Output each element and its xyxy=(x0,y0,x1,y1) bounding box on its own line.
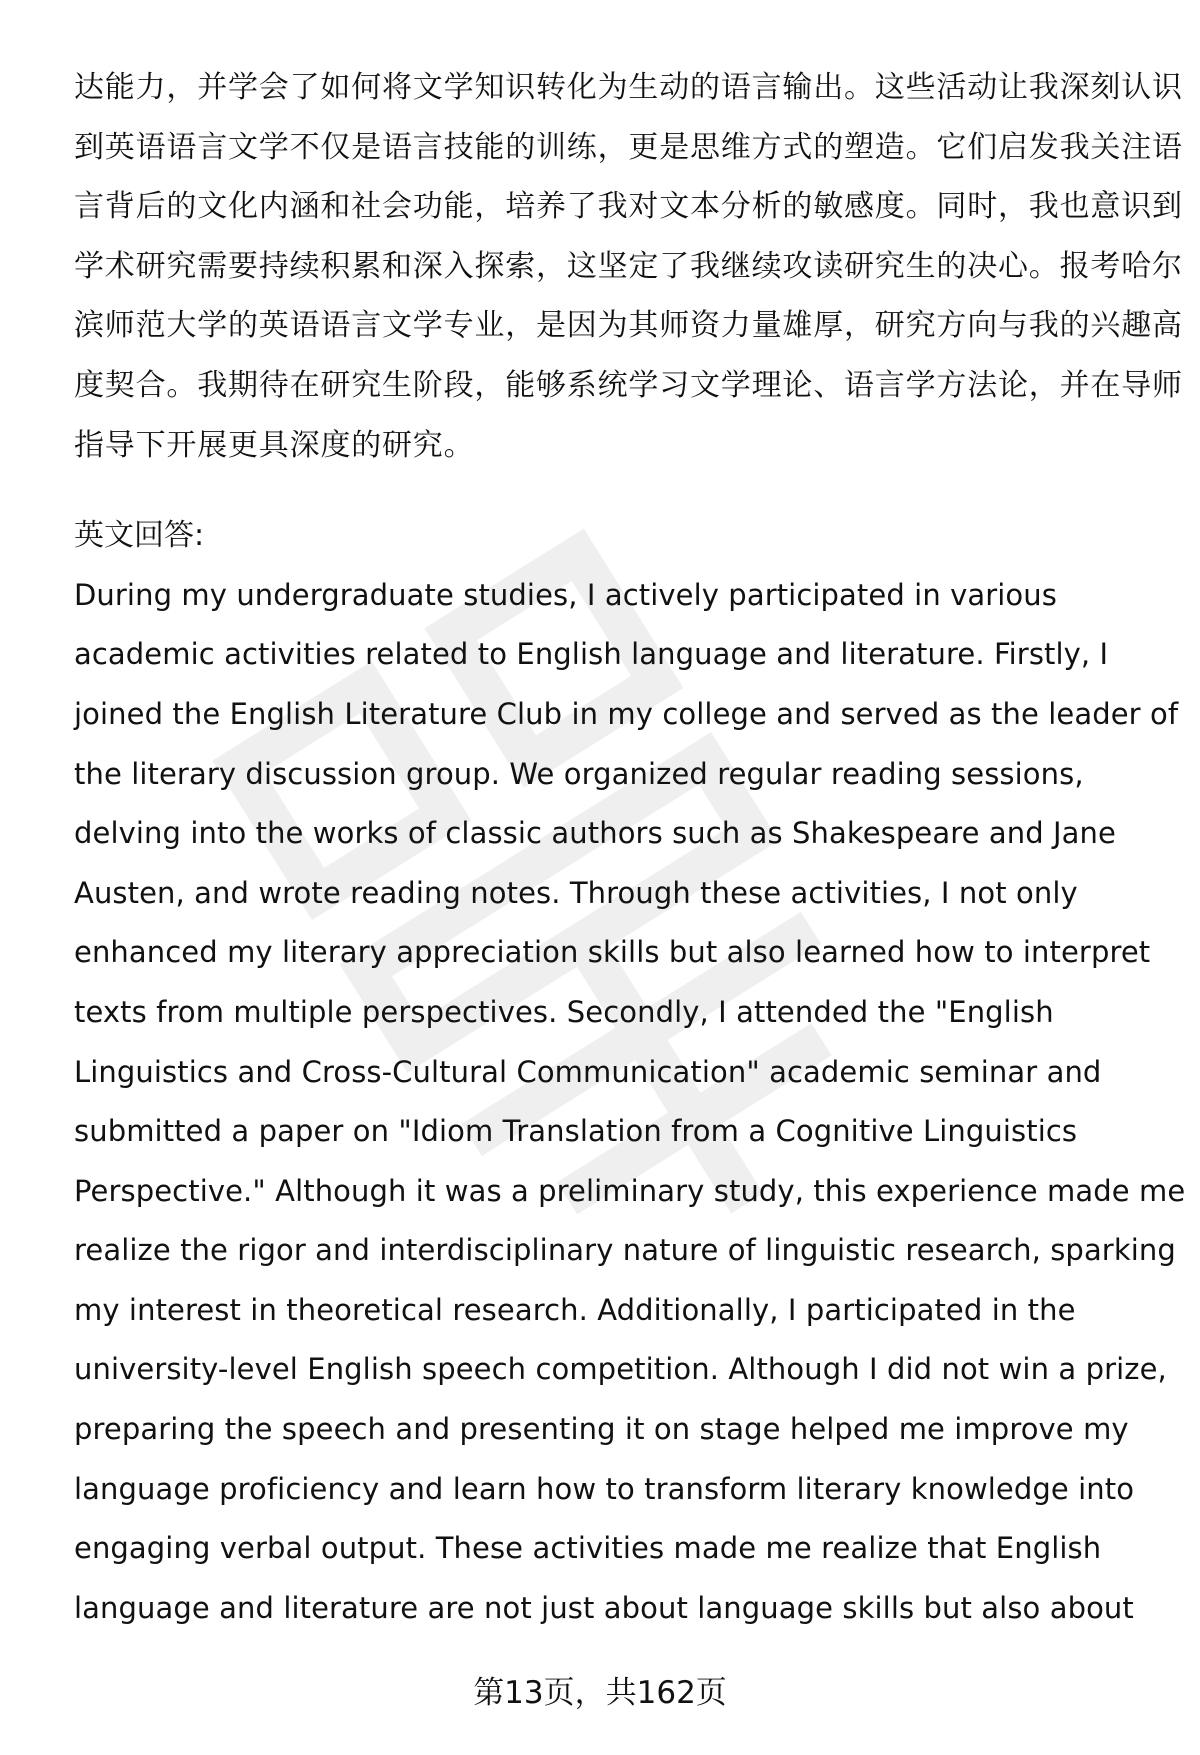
text-line: submitted a paper on "Idiom Translation from a Cognitive Linguistics xyxy=(74,1114,1078,1149)
text-line: delving into the works of classic authors such as Shakespeare and Jane xyxy=(74,816,1116,851)
english-paragraph xyxy=(74,566,1186,1639)
text-line: 度契合。我期待在研究生阶段，能够系统学习文学理论、语言学方法论，并在导师 xyxy=(74,367,1183,403)
english-answer-label: 英文回答: xyxy=(74,518,205,554)
page-content xyxy=(74,58,1186,1638)
text-line: joined the English Literature Club in my college and served as the leader of xyxy=(74,696,1179,731)
text-line: language and literature are not just about language skills but also about xyxy=(74,1590,1134,1625)
text-line: engaging verbal output. These activities made me realize that English xyxy=(74,1531,1102,1566)
text-line: enhanced my literary appreciation skills but also learned how to interpret xyxy=(74,935,1151,970)
text-line: academic activities related to English language and literature. Firstly, I xyxy=(74,637,1109,672)
text-line: university-level English speech competition. Although I did not win a prize, xyxy=(74,1352,1167,1387)
text-line: Austen, and wrote reading notes. Through these activities, I not only xyxy=(74,875,1078,910)
text-line: During my undergraduate studies, I actively participated in various xyxy=(74,577,1057,612)
text-line: realize the rigor and interdisciplinary nature of linguistic research, sparking xyxy=(74,1233,1176,1268)
text-line: 达能力，并学会了如何将文学知识转化为生动的语言输出。这些活动让我深刻认识 xyxy=(74,70,1183,105)
text-line: preparing the speech and presenting it on stage helped me improve my xyxy=(74,1412,1129,1447)
text-line: Linguistics and Cross-Cultural Communication" academic seminar and xyxy=(74,1054,1102,1089)
text-line: the literary discussion group. We organized regular reading sessions, xyxy=(74,756,1084,791)
text-line: my interest in theoretical research. Additionally, I participated in the xyxy=(74,1292,1076,1327)
text-line: 到英语语言文学不仅是语言技能的训练，更是思维方式的塑造。它们启发我关注语 xyxy=(74,129,1183,165)
text-line: 言背后的文化内涵和社会功能，培养了我对文本分析的敏感度。同时，我也意识到 xyxy=(74,189,1183,225)
text-line: 学术研究需要持续积累和深入探索，这坚定了我继续攻读研究生的决心。报考哈尔 xyxy=(74,248,1183,284)
page-number-footer: 第13页，共162页 xyxy=(473,1675,727,1711)
chinese-paragraph xyxy=(74,58,1183,475)
text-line: texts from multiple perspectives. Secondly, I attended the "English xyxy=(74,994,1054,1029)
text-line: Perspective." Although it was a preliminary study, this experience made me xyxy=(74,1173,1186,1208)
text-line: 滨师范大学的英语语言文学专业，是因为其师资力量雄厚，研究方向与我的兴趣高 xyxy=(74,308,1183,344)
text-line: language proficiency and learn how to transform literary knowledge into xyxy=(74,1471,1135,1506)
text-line: 指导下开展更具深度的研究。 xyxy=(74,427,475,463)
